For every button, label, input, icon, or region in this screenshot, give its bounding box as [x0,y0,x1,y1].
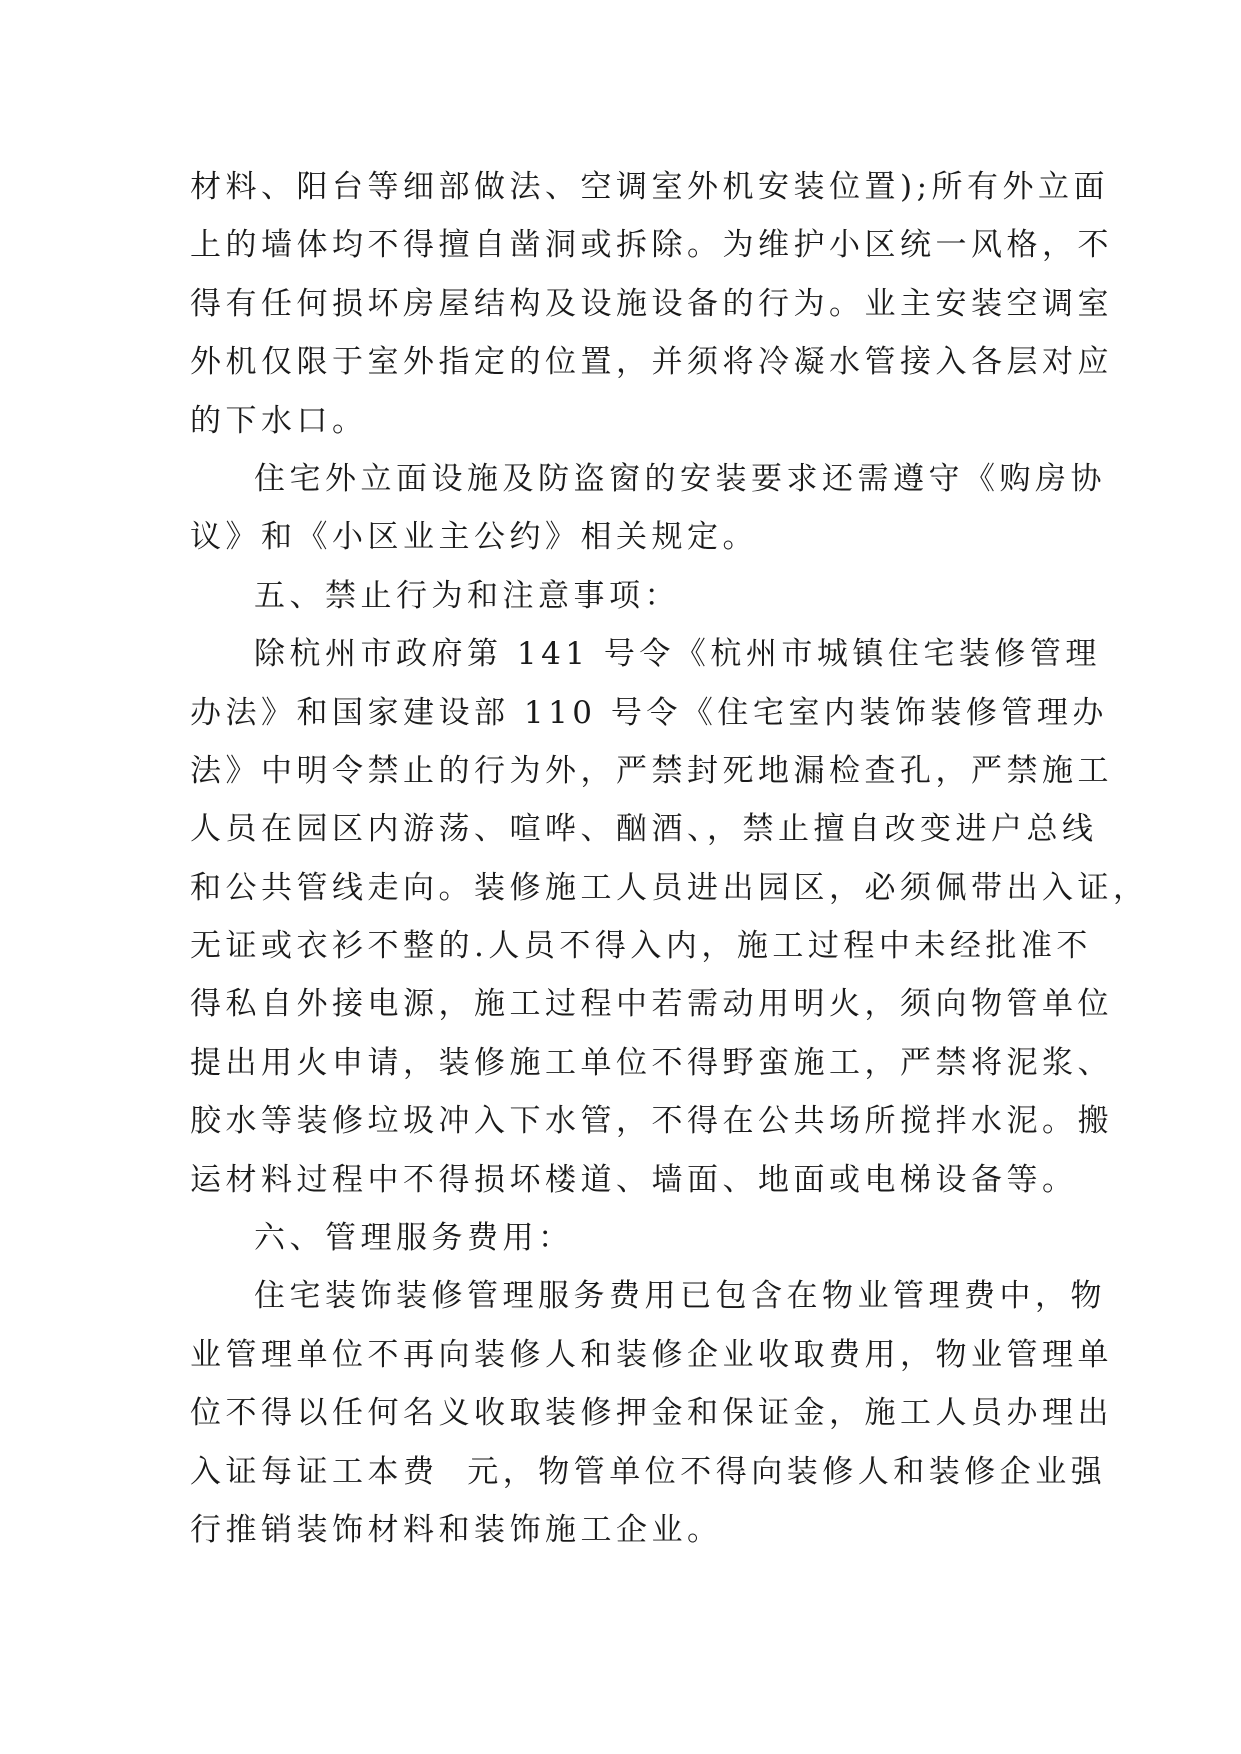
text-line: 六、管理服务费用： [254,1220,574,1257]
text-line: 无证或衣衫不整的.人员不得入内，施工过程中未经批准不 [190,928,1092,965]
text-line: 办法》和国家建设部 110 号令《住宅室内装饰装修管理办 [190,694,1108,731]
text-line: 住宅装饰装修管理服务费用已包含在物业管理费中，物 [254,1278,1106,1315]
text-line: 得私自外接电源，施工过程中若需动用明火，须向物管单位 [190,986,1113,1023]
text-line: 和公共管线走向。装修施工人员进出园区，必须佩带出入证， [190,869,1149,906]
text-line: 胶水等装修垃圾冲入下水管，不得在公共场所搅拌水泥。搬 [190,1103,1113,1140]
text-line: 人员在园区内游荡、喧哗、酗酒、，禁止擅自改变进户总线 [190,811,1098,848]
text-line: 行推销装饰材料和装饰施工企业。 [190,1511,723,1548]
text-line: 入证每证工本费 元，物管单位不得向装修人和装修企业强 [190,1453,1107,1490]
text-line: 运材料过程中不得损坏楼道、墙面、地面或电梯设备等。 [190,1161,1078,1198]
text-line: 得有任何损坏房屋结构及设施设备的行为。业主安装空调室 [190,285,1113,322]
text-line: 位不得以任何名义收取装修押金和保证金，施工人员办理出 [190,1395,1113,1432]
text-line: 法》中明令禁止的行为外，严禁封死地漏检查孔，严禁施工 [190,752,1113,789]
text-line: 除杭州市政府第 141 号令《杭州市城镇住宅装修管理 [254,636,1101,673]
text-line: 五、禁止行为和注意事项： [254,577,680,614]
text-line: 住宅外立面设施及防盗窗的安装要求还需遵守《购房协 [254,460,1106,497]
text-line: 业管理单位不再向装修人和装修企业收取费用，物业管理单 [190,1336,1113,1373]
text-line: 提出用火申请，装修施工单位不得野蛮施工，严禁将泥浆、 [190,1044,1113,1081]
text-line: 上的墙体均不得擅自凿洞或拆除。为维护小区统一风格，不 [190,227,1113,264]
text-line: 材料、阳台等细部做法、空调室外机安装位置);所有外立面 [190,169,1110,205]
text-line: 议》和《小区业主公约》相关规定。 [190,519,758,556]
document-body [190,158,1149,1559]
text-line: 的下水口。 [190,402,368,439]
text-line: 外机仅限于室外指定的位置，并须将冷凝水管接入各层对应 [190,344,1113,381]
